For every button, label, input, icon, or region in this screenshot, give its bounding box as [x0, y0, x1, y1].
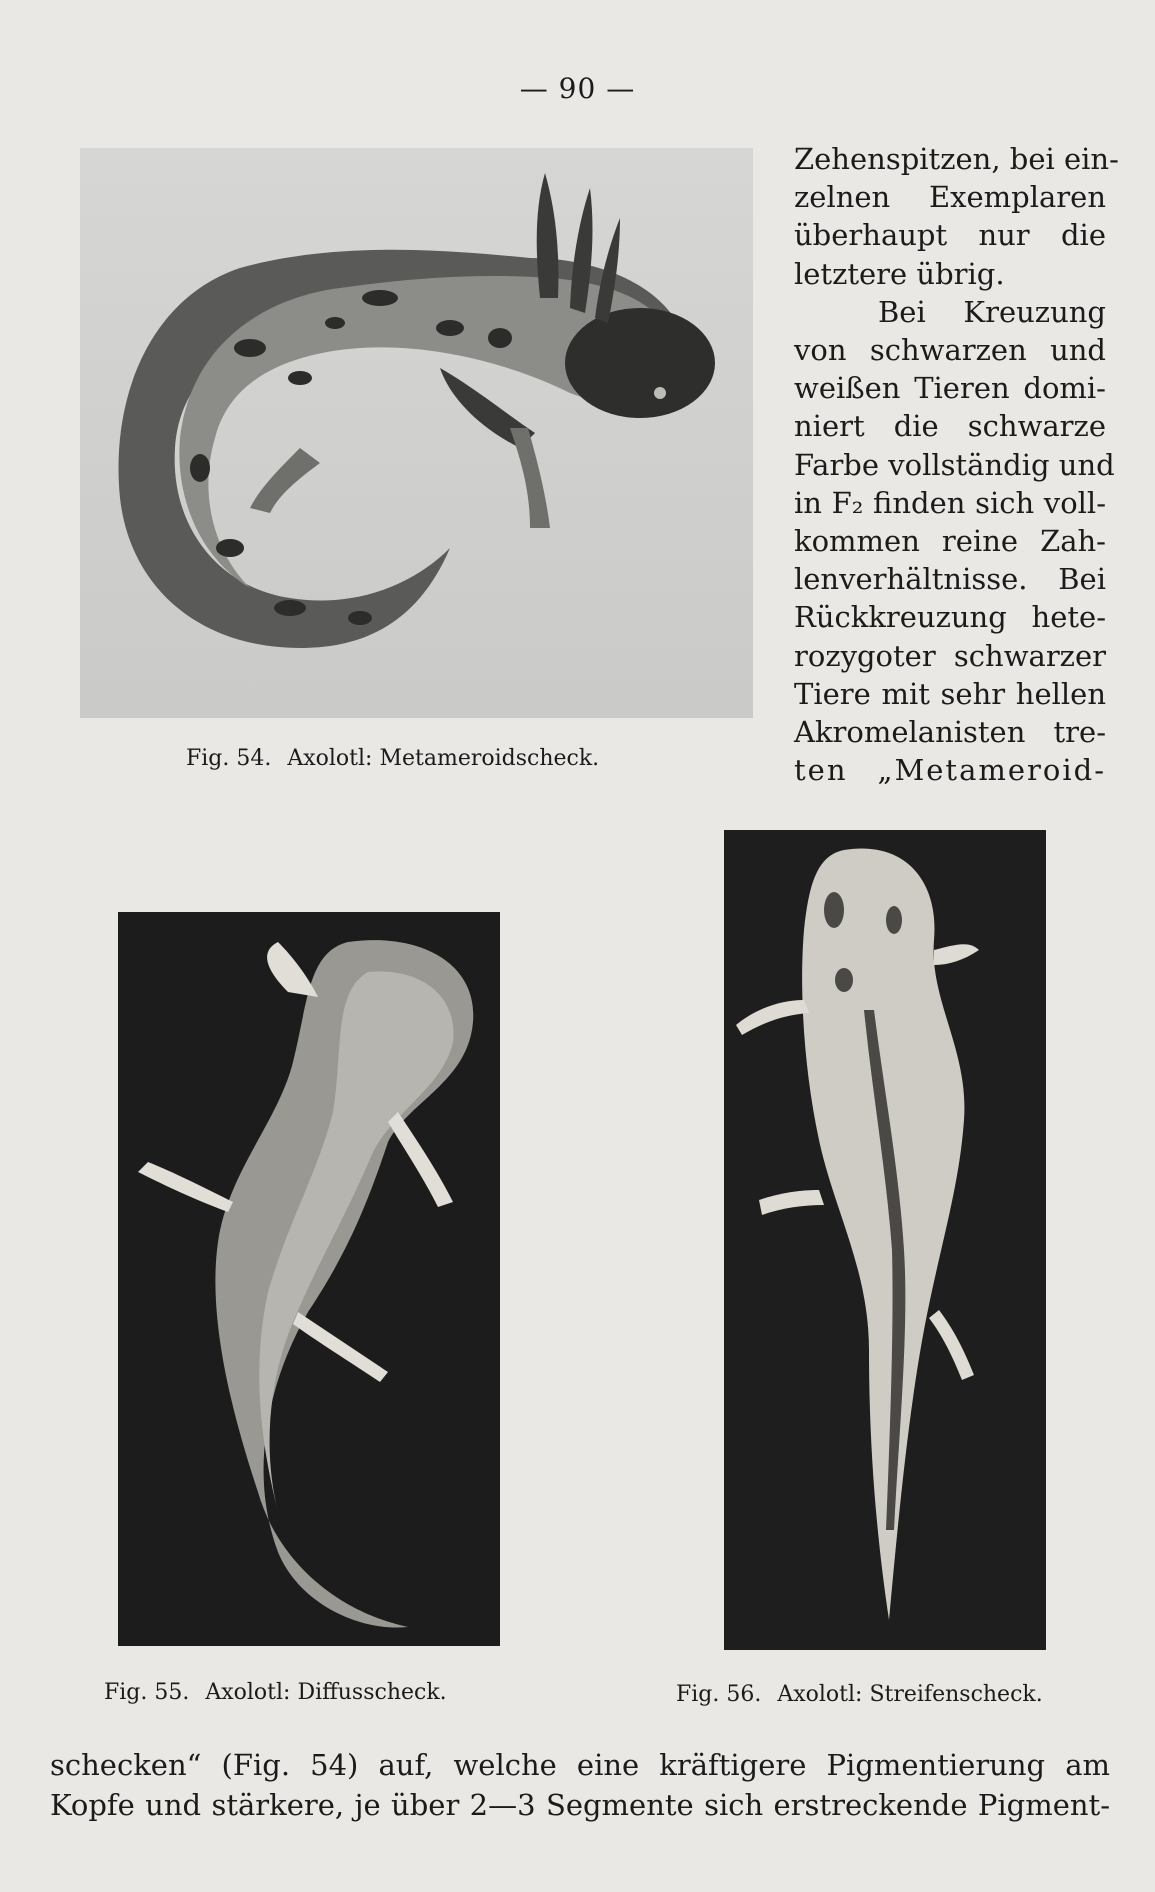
side-line: niert die schwarze	[794, 409, 1106, 444]
side-column-text	[794, 140, 1119, 789]
figure-55-label: Axolotl: Diffusscheck.	[205, 1680, 447, 1705]
side-line: rozygoter schwarzer	[794, 638, 1106, 673]
figure-54-caption	[186, 746, 615, 771]
side-line: in F₂ finden sich voll-	[794, 485, 1106, 520]
figure-56-caption	[676, 1682, 1059, 1707]
figure-56-label: Axolotl: Streifenscheck.	[777, 1682, 1043, 1707]
figure-55-axolotl-photo	[118, 912, 500, 1646]
figure-55-number: Fig. 55.	[104, 1680, 190, 1705]
figure-56-number: Fig. 56.	[676, 1682, 762, 1707]
side-line: lenverhältnisse. Bei	[794, 562, 1106, 597]
side-line: weißen Tieren domi-	[794, 371, 1106, 406]
side-line: zelnen Exemplaren	[794, 180, 1106, 215]
figure-54-number: Fig. 54.	[186, 746, 272, 771]
figure-55-caption	[104, 1680, 463, 1705]
figure-54-label: Axolotl: Metameroidscheck.	[287, 746, 600, 771]
side-line: Tiere mit sehr hellen	[794, 676, 1106, 711]
bottom-line: schecken“ (Fig. 54) auf, welche eine kräftigere Pigmentierung am	[50, 1748, 1110, 1782]
side-line: kommen reine Zah-	[794, 524, 1106, 559]
side-line: Zehenspitzen, bei ein-	[794, 142, 1119, 176]
bottom-line: Kopfe und stärkere, je über 2—3 Segmente sich erstreckende Pigment-	[50, 1788, 1110, 1822]
side-line: Rückkreuzung hete-	[794, 600, 1106, 635]
side-line: überhaupt nur die	[794, 218, 1106, 253]
figure-56-axolotl-photo	[724, 830, 1046, 1650]
side-line: Bei Kreuzung	[878, 294, 1106, 329]
side-line: von schwarzen und	[794, 333, 1106, 368]
figure-54-axolotl-photo	[80, 148, 753, 718]
side-line: Farbe vollständig und	[794, 447, 1115, 482]
side-line: letztere übrig.	[794, 256, 1005, 291]
page-number: — 90 —	[519, 72, 636, 105]
bottom-paragraph	[50, 1745, 1110, 1825]
side-line: Akromelanisten tre-	[794, 715, 1106, 750]
side-line: ten „Metameroid-	[794, 753, 1106, 788]
